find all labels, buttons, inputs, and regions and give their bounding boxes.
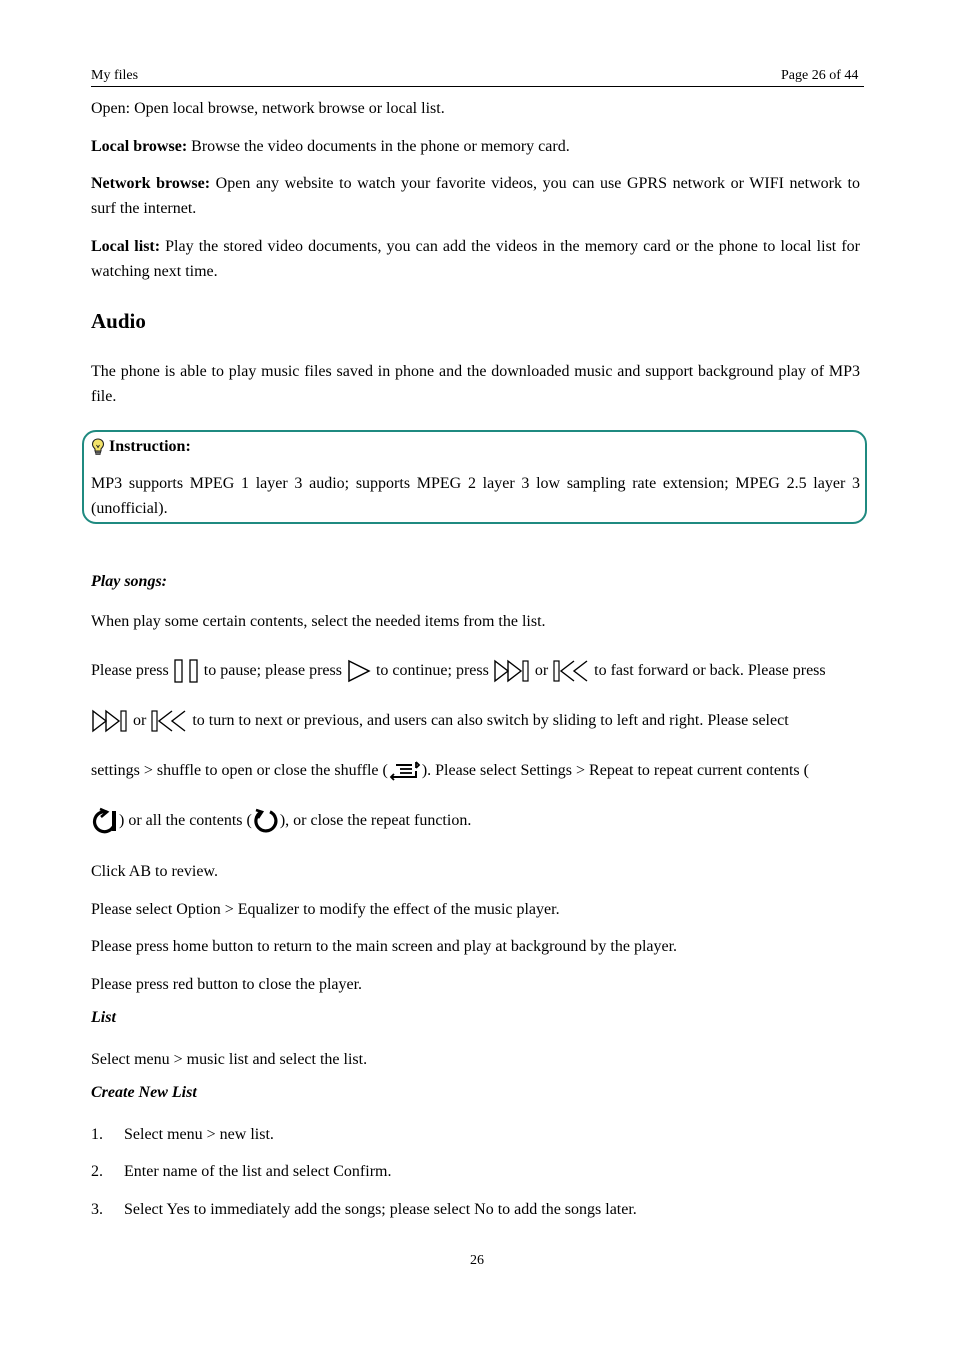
shuffle-icon — [388, 759, 422, 783]
local-browse-label: Local browse: — [91, 138, 188, 155]
step-text: Select Yes to immediately add the songs; please select No to add the songs later. — [124, 1201, 637, 1218]
play-controls-text-b: to pause; please press — [199, 662, 346, 679]
repeat-all-icon — [252, 807, 280, 835]
audio-heading: Audio — [91, 309, 146, 333]
local-browse-text: Browse the video documents in the phone or memory card. — [187, 138, 570, 155]
next-prev-text-b: to turn to next or previous, and users can also switch by sliding to left and right. Please select — [188, 712, 789, 729]
previous-icon — [150, 709, 188, 733]
next-prev-line — [91, 707, 789, 735]
play-icon — [346, 659, 372, 683]
local-list-paragraph — [91, 234, 860, 284]
fast-forward-icon — [493, 659, 531, 683]
rewind-icon — [552, 659, 590, 683]
repeat-line — [91, 806, 471, 836]
play-controls-line — [91, 657, 826, 685]
play-songs-heading: Play songs: — [91, 573, 167, 590]
next-prev-text-a: or — [129, 712, 151, 729]
step-text: Enter name of the list and select Confirm. — [124, 1163, 392, 1180]
instruction-header — [91, 434, 191, 459]
step-number: 2. — [91, 1163, 103, 1180]
list-heading: List — [91, 1009, 116, 1026]
home-line: Please press home button to return to the main screen and play at background by the player. — [91, 938, 678, 955]
instruction-text: MP3 supports MPEG 1 layer 3 audio; supports MPEG 2 layer 3 low sampling rate extension; MPEG 2.5 layer 3 (unofficial). — [91, 475, 860, 517]
create-list-heading: Create New List — [91, 1084, 197, 1101]
step-text: Select menu > new list. — [124, 1126, 274, 1143]
local-list-label: Local list: — [91, 238, 161, 255]
footer-page-number: 26 — [470, 1253, 484, 1268]
shuffle-text-a: settings > shuffle to open or close the shuffle ( — [91, 762, 388, 779]
header-page-label: Page 26 of 44 — [781, 68, 859, 83]
shuffle-line — [91, 757, 809, 785]
pause-icon — [173, 658, 200, 684]
network-browse-paragraph — [91, 171, 860, 221]
equalizer-line: Please select Option > Equalizer to modify the effect of the music player. — [91, 901, 560, 918]
play-songs-line1: When play some certain contents, select the needed items from the list. — [91, 613, 546, 630]
red-button-line: Please press red button to close the player. — [91, 976, 363, 993]
open-line: Open: Open local browse, network browse or local list. — [91, 100, 445, 117]
local-browse-paragraph — [91, 134, 570, 159]
play-controls-text-a: Please press — [91, 662, 173, 679]
play-controls-text-e: to fast forward or back. Please press — [590, 662, 826, 679]
local-list-text: Play the stored video documents, you can add the videos in the memory card or the phone to local list for watching next time. — [91, 238, 860, 280]
repeat-one-icon — [91, 807, 119, 835]
click-ab-line: Click AB to review. — [91, 863, 218, 880]
instruction-label: Instruction: — [109, 438, 191, 455]
step-number: 3. — [91, 1201, 103, 1218]
play-controls-text-d: or — [530, 662, 553, 679]
header-rule — [91, 86, 864, 87]
list-text: Select menu > music list and select the list. — [91, 1051, 368, 1068]
play-controls-text-c: to continue; press — [371, 662, 493, 679]
header-section: My files — [91, 68, 139, 83]
lightbulb-icon — [91, 438, 105, 456]
audio-intro: The phone is able to play music files saved in phone and the downloaded music and support background play of MP3 file. — [91, 363, 860, 405]
network-browse-text: Open any website to watch your favorite videos, you can use GPRS network or WIFI network to surf the internet. — [91, 175, 861, 217]
network-browse-label: Network browse: — [91, 175, 211, 192]
step-number: 1. — [91, 1126, 103, 1143]
shuffle-text-b: ). Please select Settings > Repeat to repeat current contents ( — [421, 762, 809, 779]
next-icon — [91, 709, 129, 733]
repeat-text-a: ) or all the contents ( — [119, 812, 252, 829]
repeat-text-b: ), or close the repeat function. — [279, 812, 472, 829]
